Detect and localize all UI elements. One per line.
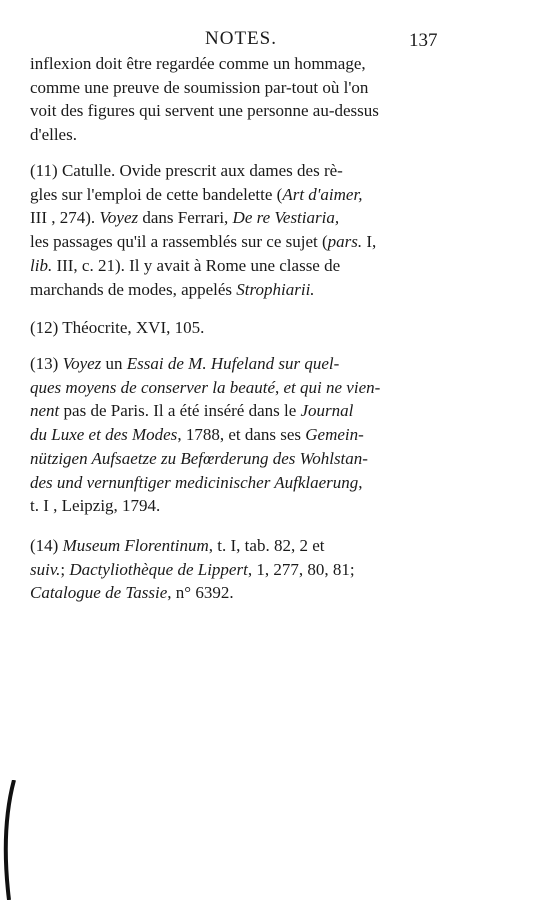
text-run: du Luxe et des Modes xyxy=(30,425,178,445)
text-run: , t. I, tab. 82, 2 et xyxy=(208,536,325,555)
text-line xyxy=(30,471,442,495)
text-run: De re Vestiaria, xyxy=(232,208,340,228)
text-run: Catalogue de Tassie xyxy=(30,583,168,603)
text-run: ques moyens de conserver la beauté xyxy=(30,377,276,397)
text-run: Journal xyxy=(300,401,354,421)
text-line xyxy=(30,423,442,447)
text-run: ; xyxy=(60,559,70,579)
text-line: inflexion doit être regardée comme un hommage, xyxy=(30,54,366,73)
page-number: 137 xyxy=(409,30,438,51)
text-run: et qui ne vien- xyxy=(283,377,381,397)
text-run: dans Ferrari, xyxy=(138,208,233,228)
text-line xyxy=(30,206,442,230)
text-line xyxy=(30,352,442,376)
text-line xyxy=(30,316,442,340)
text-run: Museum Florentinum xyxy=(62,536,209,555)
text-run: I, xyxy=(362,232,377,252)
text-run: suiv. xyxy=(30,559,61,579)
text-line xyxy=(30,494,442,518)
text-run: Art d'aimer, xyxy=(282,184,363,204)
text-run: nent xyxy=(30,401,60,421)
text-run: III, c. 21). Il y avait à Rome une classe de xyxy=(52,255,341,275)
text-line xyxy=(30,278,442,302)
text-run: t. I , Leipzig, 1794. xyxy=(30,496,161,516)
text-line xyxy=(30,376,442,400)
text-line xyxy=(30,183,442,207)
text-run: les passages qu'il a rassemblés sur ce sujet ( xyxy=(30,232,328,252)
note-13 xyxy=(30,352,442,518)
text-run: marchands de modes, appelés xyxy=(30,279,237,299)
continuation-paragraph xyxy=(30,52,442,147)
text-run: Strophiarii. xyxy=(236,279,315,299)
text-line xyxy=(30,534,442,558)
text-run: pars. xyxy=(327,232,363,252)
text-run: (14) xyxy=(30,536,63,555)
page-edge-curve xyxy=(0,780,20,900)
text-run: Dactyliothèque de Lippert xyxy=(69,559,248,579)
text-line xyxy=(30,399,442,423)
text-run: , 1, 277, 80, 81; xyxy=(247,559,355,579)
text-line: comme une preuve de soumission par-tout où l'on xyxy=(30,77,369,97)
text-run: , xyxy=(275,377,284,397)
text-line xyxy=(30,230,442,254)
text-run: , 1788, et dans ses xyxy=(177,425,306,445)
text-line xyxy=(30,254,442,278)
text-run: Gemein- xyxy=(305,425,364,445)
note-12 xyxy=(30,316,442,340)
text-line xyxy=(30,159,442,183)
note-14 xyxy=(30,534,442,605)
text-run: Voyez xyxy=(62,354,102,373)
note-11 xyxy=(30,159,442,301)
text-run: gles sur l'emploi de cette bandelette ( xyxy=(30,184,283,204)
text-run: Voyez xyxy=(99,208,139,228)
text-run: nützigen Aufsaetze zu Befœrderung des Wohlstan- xyxy=(30,448,368,468)
text-line xyxy=(30,447,442,471)
text-run: des und vernunftiger medicinischer Aufklaerung xyxy=(30,472,359,492)
text-run: (12) Théocrite, XVI, 105. xyxy=(30,318,205,337)
text-run: (11) Catulle. Ovide prescrit aux dames des rè- xyxy=(30,161,343,180)
text-run: pas de Paris. Il a été inséré dans le xyxy=(59,401,301,421)
running-head: NOTES. xyxy=(205,28,277,49)
text-run: , xyxy=(358,472,363,492)
text-line: d'elles. xyxy=(30,125,77,145)
text-run: Essai de M. Hufeland sur quel- xyxy=(126,354,340,373)
text-run: (13) xyxy=(30,354,63,373)
text-run: un xyxy=(101,354,127,373)
text-run: , n° 6392. xyxy=(167,583,234,603)
text-line xyxy=(30,558,442,582)
text-run: III , 274). xyxy=(30,208,100,228)
text-line: voit des figures qui servent une personne au-dessus xyxy=(30,101,379,121)
text-line xyxy=(30,581,442,605)
text-run: lib. xyxy=(30,255,53,275)
